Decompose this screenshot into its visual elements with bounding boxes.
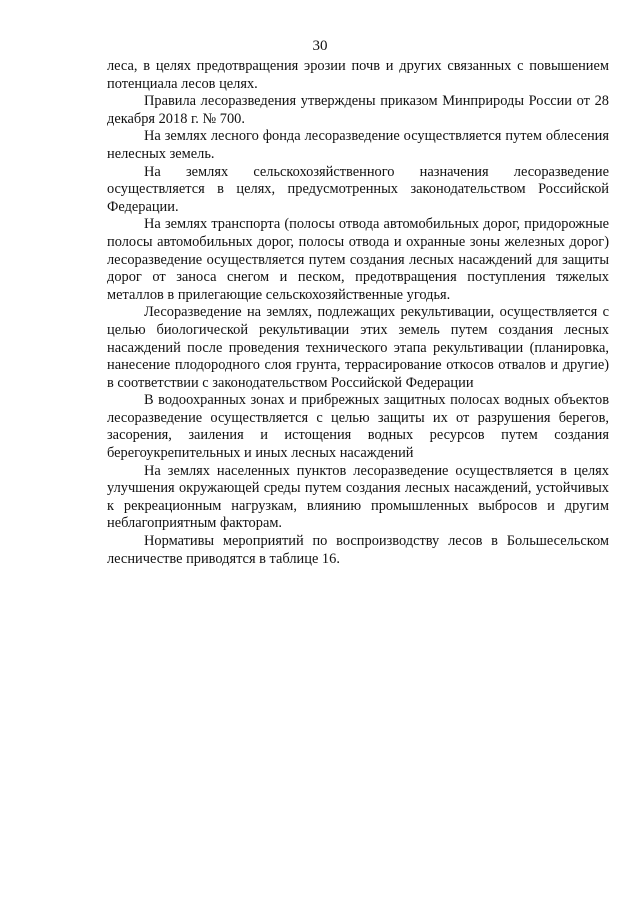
paragraph-continuation: леса, в целях предотвращения эрозии почв и других связанных с повышением потенциала лесов целях. [107, 58, 609, 92]
paragraph-reclamation-lands: Лесоразведение на землях, подлежащих рекультивации, осуществляется с целью биологической рекультивации этих земель путем создания лесных насаждений после проведения технического этапа рекультивации (планировка, нанесение плодородного слоя грунта, террасирование откосов отвалов и другие) в соответствии с законодательством Российской Федерации [107, 304, 609, 391]
paragraph-transport-lands: На землях транспорта (полосы отвода автомобильных дорог, придорожные полосы автомобильных дорог, полосы отвода и охранные зоны железных дорог) лесоразведение осуществляется путем создания лесных насаждений для защиты дорог от заноса снегом и песком, предотвращения поступления тяжелых металлов в прилегающие сельскохозяйственные угодья. [107, 216, 609, 303]
paragraph-settlement-lands: На землях населенных пунктов лесоразведение осуществляется в целях улучшения окружающей среды путем создания лесных насаждений, устойчивых к рекреационным нагрузкам, влиянию промышленных выбросов и другим неблагоприятным факторам. [107, 462, 609, 532]
paragraph-water-protection-zones: В водоохранных зонах и прибрежных защитных полосах водных объектов лесоразведение осуществляется с целью защиты их от разрушения берегов, засорения, заиления и истощения водных ресурсов путем создания берегоукрепительных и иных лесных насаждений [107, 392, 609, 462]
paragraph-rules: Правила лесоразведения утверждены приказом Минприроды России от 28 декабря 2018 г. № 700. [107, 93, 609, 127]
body-text [107, 58, 609, 568]
paragraph-forest-fund-lands: На землях лесного фонда лесоразведение осуществляется путем облесения нелесных земель. [107, 128, 609, 162]
page-number: 30 [312, 38, 328, 54]
paragraph-agricultural-lands: На землях сельскохозяйственного назначения лесоразведение осуществляется в целях, предусмотренных законодательством Российской Федерации. [107, 163, 609, 215]
paragraph-table-reference: Нормативы мероприятий по воспроизводству лесов в Большесельском лесничестве приводятся в таблице 16. [107, 533, 609, 567]
